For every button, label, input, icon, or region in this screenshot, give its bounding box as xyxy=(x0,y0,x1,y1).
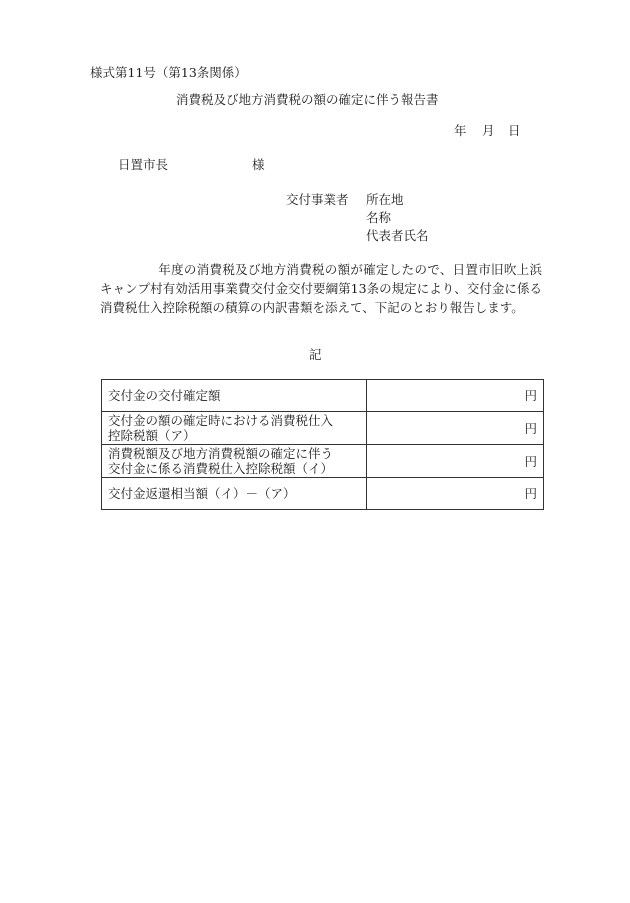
row-label: 交付金の額の確定時における消費税仕入 控除税額（ア） xyxy=(102,412,367,445)
address-label: 所在地 xyxy=(366,192,404,207)
report-body xyxy=(100,260,542,317)
table-row xyxy=(102,445,544,478)
report-table xyxy=(101,379,544,510)
row-label: 交付金の交付確定額 xyxy=(102,380,367,412)
table-row xyxy=(102,412,544,445)
addressee-honorific: 様 xyxy=(252,157,265,172)
report-body-text: 年度の消費税及び地方消費税の額が確定したので、日置市旧吹上浜キャンプ村有効活用事業費交付金交付要綱第13条の規定により、交付金に係る消費税仕入控除税額の積算の内訳書類を添えて、下記のとおり報告します。 xyxy=(100,262,542,315)
date-year: 年 xyxy=(454,123,467,138)
date-month: 月 xyxy=(482,123,495,138)
form-number: 様式第11号（第13条関係） xyxy=(90,65,247,80)
row-label: 消費税額及び地方消費税額の確定に伴う 交付金に係る消費税仕入控除税額（イ） xyxy=(102,445,367,478)
amount-cell: 円 xyxy=(367,380,544,412)
applicant-heading: 交付事業者 xyxy=(286,192,349,207)
document-title: 消費税及び地方消費税の額の確定に伴う報告書 xyxy=(176,92,439,107)
amount-cell: 円 xyxy=(367,478,544,510)
row-label: 交付金返還相当額（イ）－（ア） xyxy=(102,478,367,510)
amount-cell: 円 xyxy=(367,412,544,445)
ki-heading: 記 xyxy=(309,347,322,362)
addressee-mayor: 日置市長 xyxy=(118,157,169,172)
representative-label: 代表者氏名 xyxy=(366,228,429,243)
table-row xyxy=(102,380,544,412)
table-row xyxy=(102,478,544,510)
date-day: 日 xyxy=(508,123,521,138)
amount-cell: 円 xyxy=(367,445,544,478)
name-label: 名称 xyxy=(366,210,392,225)
